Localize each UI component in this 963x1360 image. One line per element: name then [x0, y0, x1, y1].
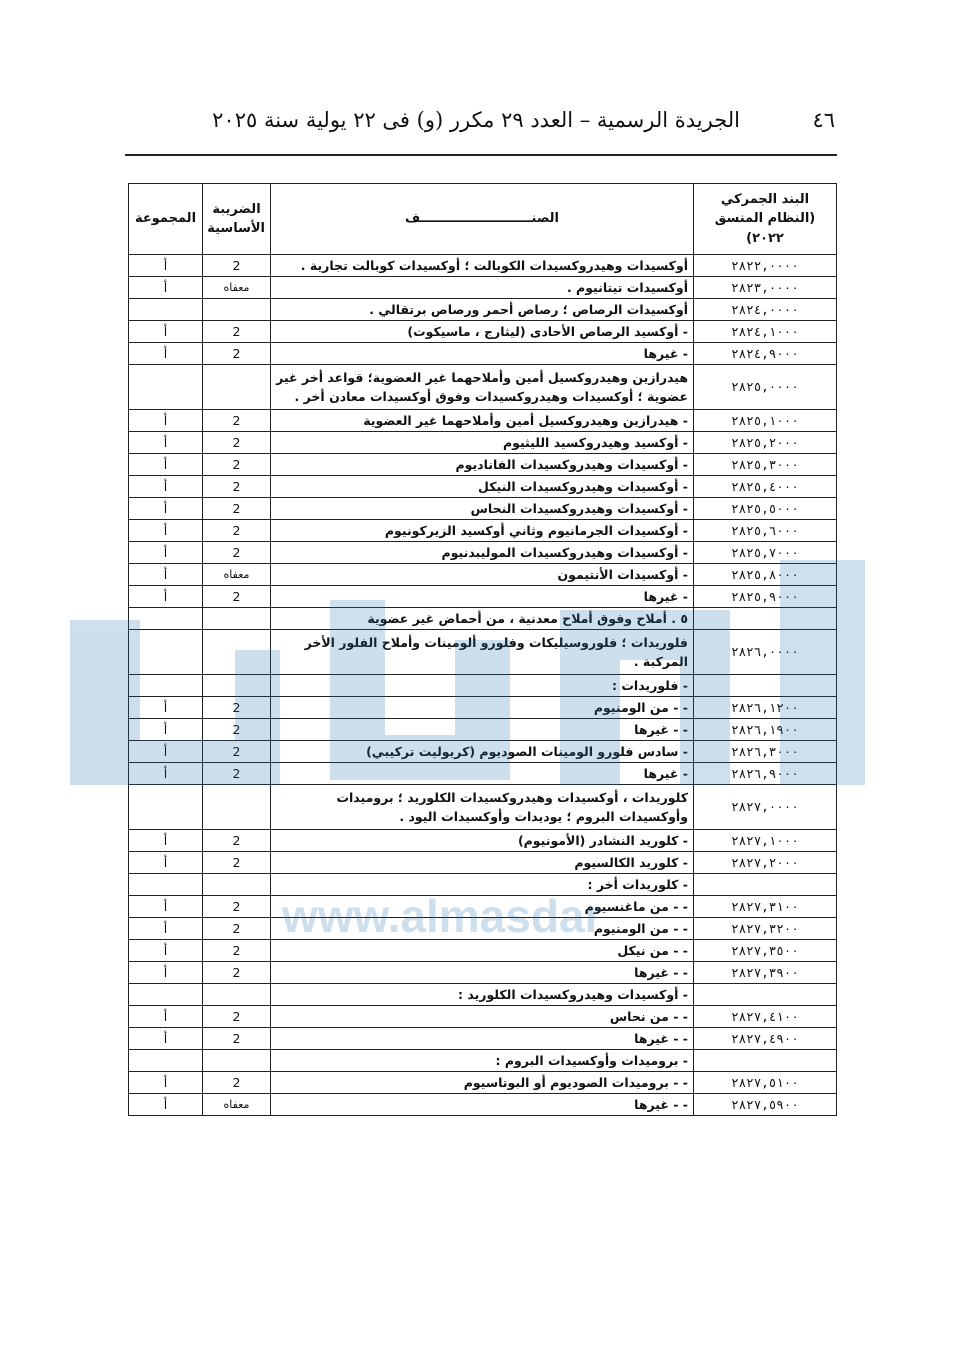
cell-group: [129, 984, 203, 1006]
cell-description: - - من نيكل: [271, 940, 694, 962]
cell-tax: [203, 874, 271, 896]
table-row: [129, 564, 837, 586]
table-row: [129, 542, 837, 564]
cell-code: ٢٨٢٥,٤٠٠٠: [694, 476, 837, 498]
tariff-table: [128, 183, 837, 1116]
cell-description: ٥ . أملاح وفوق أملاح معدنية ، من أحماض غير عضوية: [271, 608, 694, 630]
cell-code: ٢٨٢٧,٤١٠٠: [694, 1006, 837, 1028]
table-row: [129, 432, 837, 454]
cell-group: أ: [129, 476, 203, 498]
cell-description: أوكسيدات تيتانيوم .: [271, 277, 694, 299]
cell-group: أ: [129, 277, 203, 299]
cell-description: - كلوريدات أخر :: [271, 874, 694, 896]
table-row: [129, 299, 837, 321]
cell-description: - فلوريدات :: [271, 675, 694, 697]
cell-code: ٢٨٢٥,٢٠٠٠: [694, 432, 837, 454]
cell-group: أ: [129, 255, 203, 277]
table-body: [129, 255, 837, 1116]
cell-tax: [203, 630, 271, 675]
cell-description: - - من الومنيوم: [271, 918, 694, 940]
cell-code: ٢٨٢٧,٣٩٠٠: [694, 962, 837, 984]
cell-group: أ: [129, 697, 203, 719]
cell-group: أ: [129, 454, 203, 476]
cell-description: - - غيرها: [271, 1028, 694, 1050]
cell-code: [694, 608, 837, 630]
table-row: [129, 1094, 837, 1116]
cell-tax: 2: [203, 586, 271, 608]
page-number: ٤٦: [812, 108, 835, 132]
cell-tax: 2: [203, 719, 271, 741]
table-row: [129, 255, 837, 277]
table-row: [129, 277, 837, 299]
cell-description: - أوكسيدات وهيدروكسيدات الفاناديوم: [271, 454, 694, 476]
cell-group: أ: [129, 343, 203, 365]
cell-group: [129, 675, 203, 697]
cell-group: أ: [129, 896, 203, 918]
cell-code: [694, 874, 837, 896]
cell-description: - - من ماغنسيوم: [271, 896, 694, 918]
column-header-tax-line2: الأساسية: [207, 221, 265, 236]
cell-code: [694, 1050, 837, 1072]
cell-group: [129, 299, 203, 321]
table-row: [129, 454, 837, 476]
cell-tax: 2: [203, 410, 271, 432]
cell-group: أ: [129, 321, 203, 343]
cell-code: ٢٨٢٧,٥١٠٠: [694, 1072, 837, 1094]
cell-tax: 2: [203, 830, 271, 852]
table-row: [129, 1028, 837, 1050]
cell-code: ٢٨٢٥,٨٠٠٠: [694, 564, 837, 586]
cell-group: أ: [129, 498, 203, 520]
cell-tax: معفاه: [203, 1094, 271, 1116]
cell-group: [129, 785, 203, 830]
cell-tax: [203, 1050, 271, 1072]
cell-code: ٢٨٢٧,٥٩٠٠: [694, 1094, 837, 1116]
table-row: [129, 520, 837, 542]
table-row: [129, 321, 837, 343]
cell-code: [694, 984, 837, 1006]
cell-description: - كلوريد الكالسيوم: [271, 852, 694, 874]
cell-description: - هيدرازين وهيدروكسيل أمين وأملاحهما غير العضوية: [271, 410, 694, 432]
table-row: [129, 741, 837, 763]
cell-tax: 2: [203, 343, 271, 365]
cell-description: - غيرها: [271, 343, 694, 365]
cell-tax: [203, 984, 271, 1006]
table-row: [129, 896, 837, 918]
table-row: [129, 1072, 837, 1094]
cell-tax: 2: [203, 520, 271, 542]
table-row: [129, 785, 837, 830]
cell-group: أ: [129, 830, 203, 852]
table-row: [129, 675, 837, 697]
table-row: [129, 365, 837, 410]
cell-description: - أوكسيدات الجرمانيوم وثاني أوكسيد الزيركونيوم: [271, 520, 694, 542]
table-row: [129, 476, 837, 498]
cell-tax: 2: [203, 476, 271, 498]
cell-code: ٢٨٢٥,٩٠٠٠: [694, 586, 837, 608]
table-row: [129, 763, 837, 785]
cell-code: ٢٨٢٥,٦٠٠٠: [694, 520, 837, 542]
cell-code: ٢٨٢٥,٠٠٠٠: [694, 365, 837, 410]
cell-group: أ: [129, 719, 203, 741]
cell-tax: 2: [203, 542, 271, 564]
cell-description: - أوكسيدات الأنتيمون: [271, 564, 694, 586]
cell-tax: 2: [203, 918, 271, 940]
header-divider: [125, 154, 837, 156]
cell-description: - - غيرها: [271, 1094, 694, 1116]
table-row: [129, 586, 837, 608]
cell-group: أ: [129, 410, 203, 432]
cell-description: - غيرها: [271, 586, 694, 608]
cell-group: أ: [129, 763, 203, 785]
cell-code: [694, 675, 837, 697]
column-header-code: [694, 184, 837, 255]
cell-tax: 2: [203, 852, 271, 874]
cell-group: أ: [129, 1072, 203, 1094]
cell-code: ٢٨٢٣,٠٠٠٠: [694, 277, 837, 299]
cell-code: ٢٨٢٧,٣١٠٠: [694, 896, 837, 918]
cell-group: أ: [129, 918, 203, 940]
watermark-url: www.almasdar: [282, 890, 603, 942]
cell-tax: 2: [203, 1028, 271, 1050]
cell-code: ٢٨٢٦,٣٠٠٠: [694, 741, 837, 763]
table-row: [129, 630, 837, 675]
cell-description: - أوكسيد وهيدروكسيد الليثيوم: [271, 432, 694, 454]
cell-code: ٢٨٢٧,١٠٠٠: [694, 830, 837, 852]
cell-description: - سادس فلورو الومينات الصوديوم (كريوليت تركيبي): [271, 741, 694, 763]
cell-code: ٢٨٢٧,٢٠٠٠: [694, 852, 837, 874]
cell-description: فلوريدات ؛ فلوروسيليكات وفلورو ألومينات وأملاح الفلور الأخر المركبة .: [271, 630, 694, 675]
cell-code: ٢٨٢٧,٣٥٠٠: [694, 940, 837, 962]
cell-tax: 2: [203, 940, 271, 962]
table-row: [129, 410, 837, 432]
cell-tax: 2: [203, 1006, 271, 1028]
cell-tax: [203, 675, 271, 697]
table-row: [129, 984, 837, 1006]
cell-description: أوكسيدات الرصاص ؛ رصاص أحمر ورصاص برتقالي .: [271, 299, 694, 321]
cell-code: ٢٨٢٥,٥٠٠٠: [694, 498, 837, 520]
cell-group: [129, 630, 203, 675]
cell-tax: 2: [203, 454, 271, 476]
cell-tax: 2: [203, 255, 271, 277]
table-row: [129, 830, 837, 852]
table-row: [129, 962, 837, 984]
cell-tax: 2: [203, 962, 271, 984]
cell-group: أ: [129, 564, 203, 586]
table-row: [129, 940, 837, 962]
cell-description: - أوكسيدات وهيدروكسيدات النحاس: [271, 498, 694, 520]
page-title: الجريدة الرسمية – العدد ٢٩ مكرر (و) فى ٢٢ يولية سنة ٢٠٢٥: [212, 108, 740, 132]
cell-code: ٢٨٢٤,١٠٠٠: [694, 321, 837, 343]
cell-code: ٢٨٢٦,١٢٠٠: [694, 697, 837, 719]
table-row: [129, 498, 837, 520]
cell-group: [129, 608, 203, 630]
table-row: [129, 608, 837, 630]
column-header-tax: [203, 184, 271, 255]
table-row: [129, 343, 837, 365]
column-header-code-line1: البند الجمركي: [720, 191, 810, 207]
cell-group: أ: [129, 432, 203, 454]
cell-description: كلوريدات ، أوكسيدات وهيدروكسيدات الكلوريد ؛ بروميدات وأوكسيدات البروم ؛ يوديدات وأوكسيدات اليود .: [271, 785, 694, 830]
cell-code: ٢٨٢٢,٠٠٠٠: [694, 255, 837, 277]
column-header-description: الصنـــــــــــــــــــــــــف: [271, 184, 694, 255]
cell-group: [129, 1050, 203, 1072]
table-row: [129, 697, 837, 719]
cell-group: أ: [129, 1028, 203, 1050]
cell-tax: 2: [203, 432, 271, 454]
cell-tax: 2: [203, 321, 271, 343]
cell-description: - أوكسيدات وهيدروكسيدات النيكل: [271, 476, 694, 498]
cell-tax: 2: [203, 1072, 271, 1094]
cell-description: هيدرازين وهيدروكسيل أمين وأملاحهما غير العضوية؛ قواعد أخر غير عضوية ؛ أوكسيدات وهيدروكسيدات وفوق أوكسيدات معادن أخر .: [271, 365, 694, 410]
cell-tax: 2: [203, 498, 271, 520]
table-row: [129, 874, 837, 896]
cell-description: أوكسيدات وهيدروكسيدات الكوبالت ؛ أوكسيدات كوبالت تجارية .: [271, 255, 694, 277]
cell-description: - أوكسيد الرصاص الأحادى (ليثارج ، ماسيكوت): [271, 321, 694, 343]
cell-group: أ: [129, 940, 203, 962]
cell-code: ٢٨٢٦,٠٠٠٠: [694, 630, 837, 675]
column-header-tax-line1: الضريبة: [212, 201, 261, 217]
cell-tax: 2: [203, 896, 271, 918]
table-header-row: [129, 184, 837, 255]
cell-code: ٢٨٢٥,٧٠٠٠: [694, 542, 837, 564]
cell-group: [129, 365, 203, 410]
cell-code: ٢٨٢٧,٣٢٠٠: [694, 918, 837, 940]
cell-group: أ: [129, 520, 203, 542]
cell-description: - - غيرها: [271, 962, 694, 984]
cell-group: أ: [129, 1006, 203, 1028]
column-header-code-line2: (النظام المنسق ٢٠٢٢): [714, 211, 816, 246]
column-header-group: المجموعة: [129, 184, 203, 255]
table-row: [129, 918, 837, 940]
cell-description: - غيرها: [271, 763, 694, 785]
cell-code: ٢٨٢٤,٩٠٠٠: [694, 343, 837, 365]
cell-code: ٢٨٢٦,١٩٠٠: [694, 719, 837, 741]
table-row: [129, 1006, 837, 1028]
cell-tax: معفاه: [203, 277, 271, 299]
cell-description: - - من نحاس: [271, 1006, 694, 1028]
cell-group: أ: [129, 962, 203, 984]
cell-group: أ: [129, 1094, 203, 1116]
cell-group: أ: [129, 542, 203, 564]
cell-group: أ: [129, 852, 203, 874]
cell-code: ٢٨٢٥,٣٠٠٠: [694, 454, 837, 476]
cell-tax: [203, 299, 271, 321]
cell-code: ٢٨٢٧,٠٠٠٠: [694, 785, 837, 830]
cell-description: - - بروميدات الصوديوم أو البوتاسيوم: [271, 1072, 694, 1094]
cell-code: ٢٨٢٤,٠٠٠٠: [694, 299, 837, 321]
cell-group: أ: [129, 586, 203, 608]
table-row: [129, 1050, 837, 1072]
cell-tax: [203, 608, 271, 630]
cell-tax: 2: [203, 697, 271, 719]
cell-code: ٢٨٢٦,٩٠٠٠: [694, 763, 837, 785]
cell-code: ٢٨٢٧,٤٩٠٠: [694, 1028, 837, 1050]
cell-tax: 2: [203, 741, 271, 763]
table-row: [129, 719, 837, 741]
cell-tax: [203, 785, 271, 830]
cell-group: [129, 874, 203, 896]
cell-description: - - غيرها: [271, 719, 694, 741]
cell-tax: 2: [203, 763, 271, 785]
table-row: [129, 852, 837, 874]
cell-tax: [203, 365, 271, 410]
cell-description: - بروميدات وأوكسيدات البروم :: [271, 1050, 694, 1072]
cell-tax: معفاه: [203, 564, 271, 586]
cell-description: - كلوريد النشادر (الأمونيوم): [271, 830, 694, 852]
cell-code: ٢٨٢٥,١٠٠٠: [694, 410, 837, 432]
cell-description: - - من الومنيوم: [271, 697, 694, 719]
cell-description: - أوكسيدات وهيدروكسيدات الكلوريد :: [271, 984, 694, 1006]
cell-group: أ: [129, 741, 203, 763]
page-header: [125, 104, 835, 144]
cell-description: - أوكسيدات وهيدروكسيدات الموليبدنيوم: [271, 542, 694, 564]
